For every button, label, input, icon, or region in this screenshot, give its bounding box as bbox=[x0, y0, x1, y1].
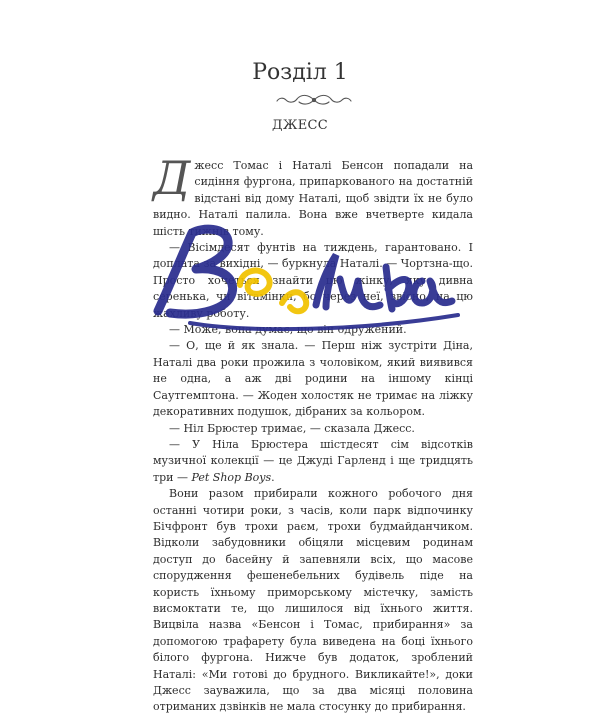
paragraph bbox=[153, 322, 473, 338]
paragraph bbox=[153, 421, 473, 437]
paragraph-text: жесс Томас і Наталі Бенсон попадали на сидіння фургона, припаркованого на достатній відстані від дому Наталі, щоб звідти їх не було видно. Наталі палила. Вона вже вчетверте кидала шість тижнів тому. bbox=[153, 159, 473, 238]
chapter-title: Розділ 1 bbox=[252, 60, 348, 85]
paragraph-text: — Вісімдесят фунтів на тиждень, гарантовано. І доплата за вихідні, — буркнула Наталі. — Чортзна-що. Просто хочеться знайти цю жінку, яку дивна серенька, чи вітамінки, бо через неї, звісно, на цю жахливу роботу. bbox=[153, 241, 473, 320]
paragraph-text: — Ніл Брюстер тримає, — сказала Джесс. bbox=[169, 421, 415, 435]
paragraph-text: — У Ніла Брюстера шістдесят сім відсотків музичної колекції — це Джуді Гарленд і ще тридцять три — bbox=[153, 437, 473, 484]
paragraph bbox=[153, 437, 473, 486]
drop-cap: Д bbox=[153, 151, 191, 205]
paragraph bbox=[153, 338, 473, 420]
paragraph-text: . bbox=[271, 470, 275, 484]
paragraph-text: — О, ще й як знала. — Перш ніж зустріти Діна, Наталі два роки прожила з чоловіком, який виявився не одна, а аж дві родини на іншому кінці Саутгемптона. — Жоден холостяк не тримає на ліжку декоративних подушок, дібраних за кольором. bbox=[153, 339, 473, 419]
flourish-ornament-icon bbox=[275, 93, 353, 107]
paragraph-text: Вони разом прибирали кожного робочого дня останні чотири роки, з часів, коли парк відпочинку Бічфронт був трохи раєм, трохи будмайданчиком. Відколи забудовники обіцяли місцевим родинам доступ до басейну й запевняли всіх, що масове спорудження фешенебельних будівель піде на користь їхньому приморському містечку, замість висмоктати те, що лишилося від їхнього життя. Вицвіла назва «Бенсон і Томас, прибирання» за допомогою трафарету була виведена на боці їхнього білого фургона. Нижче був додаток, зроблений Наталі: «Ми готові до брудного. Викликайте!», доки Джесс зауважила, що за два місяці половина отриманих дзвінків не мала стосунку до прибирання. bbox=[153, 487, 473, 714]
band-name-italic: Pet Shop Boys bbox=[191, 470, 272, 484]
paragraph bbox=[153, 240, 473, 322]
chapter-body bbox=[153, 151, 473, 714]
chapter-subtitle: ДЖЕСС bbox=[271, 118, 329, 133]
paragraph-text: — Може, вона думає, що він одружений. bbox=[169, 323, 407, 337]
paragraph bbox=[153, 151, 473, 240]
paragraph bbox=[153, 486, 473, 716]
